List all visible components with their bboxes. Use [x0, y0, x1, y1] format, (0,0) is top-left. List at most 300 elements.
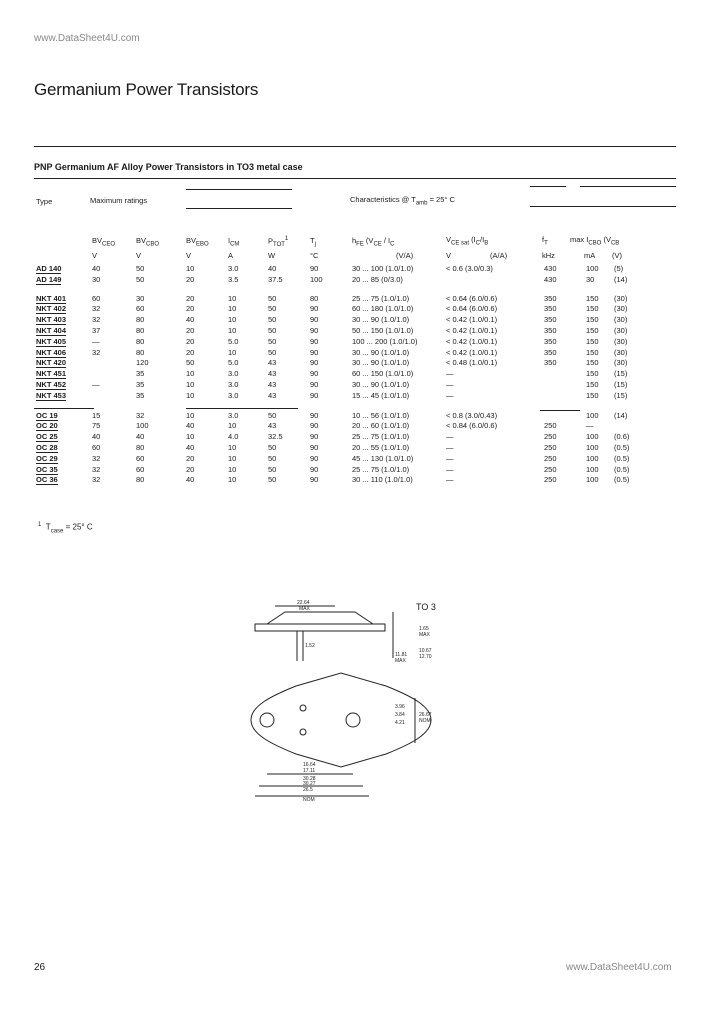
- dim-label-9: 12.70: [419, 654, 432, 660]
- cell-bvebo: 50: [186, 358, 195, 368]
- cell-vcesat: < 0.42 (1.0/0.1): [446, 347, 498, 357]
- cell-icbo-v: (5): [614, 264, 624, 273]
- cell-bvceo: 40: [92, 264, 101, 273]
- ratings-rule-bottom: [186, 208, 292, 209]
- cell-tj: 90: [310, 358, 319, 368]
- dim-label-6: 11.81: [395, 652, 408, 658]
- cell-ft: 250: [544, 453, 557, 463]
- cell-bvebo: 10: [186, 432, 195, 442]
- cell-bvceo: 60: [92, 443, 101, 452]
- cell-icbo-v: (0.5): [614, 453, 630, 463]
- unit-bvceo: V: [92, 251, 98, 260]
- ratings-rule-top: [186, 189, 292, 190]
- cell-icbo: 100: [586, 443, 599, 452]
- cell-ft: 250: [544, 443, 557, 452]
- cell-ft: 350: [544, 326, 557, 335]
- cell-ft: 350: [544, 293, 557, 303]
- cell-icbo: 100: [586, 453, 599, 463]
- cell-bvebo: 20: [186, 326, 195, 335]
- cell-ptot: 50: [268, 326, 277, 335]
- header-icbo: $\max I_{CBO}$ ($V_{CB}$: [570, 235, 620, 247]
- cell-vcesat: < 0.42 (1.0/0.1): [446, 315, 498, 325]
- cell-icm: 3.0: [228, 410, 239, 420]
- dim-label-14: NOM: [419, 718, 431, 724]
- table-row: [0, 294, 720, 305]
- cell-hfe: 30 ... 110 (1.0/1.0): [352, 475, 413, 485]
- table-row: [0, 465, 720, 476]
- cell-icm: 10: [228, 453, 237, 463]
- cell-icbo-v: (15): [614, 390, 628, 400]
- cell-type: OC 36: [36, 475, 58, 485]
- cell-bvcbo: 80: [136, 475, 145, 485]
- cell-bvceo: 32: [92, 453, 101, 463]
- cell-ft: 350: [544, 304, 557, 314]
- cell-bvebo: 20: [186, 464, 195, 474]
- cell-bvebo: 40: [186, 421, 195, 431]
- cell-bvcbo: 60: [136, 453, 145, 463]
- cell-ft: 350: [544, 358, 557, 368]
- cell-bvebo: 10: [186, 410, 195, 420]
- mount-hole-right: [346, 713, 360, 727]
- cell-icbo-v: (0.6): [614, 432, 630, 442]
- cell-tj: 90: [310, 410, 319, 420]
- to3-package-drawing: [245, 598, 445, 803]
- cell-bvcbo: 30: [136, 293, 145, 303]
- cell-hfe: 30 ... 100 (1.0/1.0): [352, 264, 414, 273]
- cell-icm: 10: [228, 421, 237, 431]
- header-tj: $T_j$: [310, 236, 316, 248]
- cell-icbo-v: (30): [614, 326, 628, 335]
- cell-icbo: 100: [586, 432, 599, 442]
- cell-icbo-v: (30): [614, 347, 628, 357]
- cell-ft: 350: [544, 315, 557, 325]
- cell-icbo: 150: [586, 315, 599, 325]
- table-row: [0, 380, 720, 391]
- cell-type: OC 28: [36, 443, 58, 452]
- cell-icbo: —: [586, 421, 594, 431]
- cell-ptot: 43: [268, 369, 277, 379]
- dim-label-20: NOM: [303, 797, 315, 803]
- pin-base: [300, 705, 306, 711]
- cell-vcesat: —: [446, 380, 454, 389]
- title-rule: [34, 146, 676, 147]
- dim-label-16: 17.11: [303, 768, 316, 774]
- cell-bvcbo: 35: [136, 369, 145, 379]
- cell-type: AD 140: [36, 264, 62, 273]
- cell-type: AD 149: [36, 274, 62, 284]
- cell-tj: 90: [310, 264, 319, 273]
- cell-bvceo: 32: [92, 347, 101, 357]
- cell-ptot: 43: [268, 421, 277, 431]
- cell-hfe: 20 ... 85 (0/3.0): [352, 274, 403, 284]
- cell-bvebo: 20: [186, 304, 195, 314]
- table-row: [0, 391, 720, 402]
- subtitle-rule: [34, 178, 676, 179]
- cell-tj: 90: [310, 315, 319, 325]
- header-icm: $I_{CM}$: [228, 236, 240, 248]
- cell-ptot: 43: [268, 358, 277, 368]
- cell-hfe: 50 ... 150 (1.0/1.0): [352, 326, 414, 335]
- cell-bvebo: 40: [186, 443, 195, 452]
- header-ptot: $P_{TOT}^1$: [268, 236, 289, 248]
- cell-bvcbo: 50: [136, 274, 145, 284]
- unit-ptot: W: [268, 251, 276, 260]
- cell-icbo-v: (0.5): [614, 464, 630, 474]
- cell-ptot: 50: [268, 347, 277, 357]
- cell-bvebo: 40: [186, 475, 195, 485]
- cell-ft: 430: [544, 274, 557, 284]
- cell-type: OC 20: [36, 421, 58, 431]
- pin-emitter: [300, 729, 306, 735]
- group-rule-2: [186, 408, 298, 409]
- cell-icbo: 100: [586, 475, 599, 485]
- cell-icm: 3.5: [228, 274, 239, 284]
- cell-icbo: 150: [586, 304, 599, 314]
- cell-vcesat: —: [446, 464, 454, 474]
- header-max-ratings: Maximum ratings: [90, 196, 148, 205]
- unit-bvcbo: V: [136, 251, 142, 260]
- cell-ptot: 50: [268, 336, 277, 346]
- cell-bvcbo: 60: [136, 464, 145, 474]
- cell-bvebo: 20: [186, 336, 195, 346]
- mount-hole-left: [260, 713, 274, 727]
- cell-bvceo: 75: [92, 421, 101, 431]
- unit-icm: A: [228, 251, 234, 260]
- cell-tj: 100: [310, 274, 323, 284]
- side-flange: [255, 624, 385, 631]
- table-row: [0, 337, 720, 348]
- table-row: [0, 432, 720, 443]
- cell-icbo-v: (14): [614, 410, 628, 420]
- unit-bvebo: V: [186, 251, 192, 260]
- cell-ft: 350: [544, 336, 557, 346]
- cell-bvcbo: 100: [136, 421, 149, 431]
- cell-tj: 90: [310, 336, 319, 346]
- cell-icm: 10: [228, 464, 237, 474]
- cell-bvcbo: 80: [136, 443, 145, 452]
- cell-icbo-v: (14): [614, 274, 628, 284]
- cell-bvcbo: 60: [136, 304, 145, 314]
- cell-tj: 90: [310, 369, 319, 379]
- dim-label-12: 4.21: [395, 720, 405, 726]
- cell-icm: 10: [228, 443, 237, 452]
- cell-bvcbo: 80: [136, 347, 145, 357]
- cell-ptot: 50: [268, 475, 277, 485]
- cell-type: OC 25: [36, 432, 58, 442]
- cell-icm: 10: [228, 293, 237, 303]
- unit-ft: kHz: [542, 251, 555, 260]
- cell-hfe: 30 ... 90 (1.0/1.0): [352, 347, 410, 357]
- cell-tj: 90: [310, 380, 319, 389]
- cell-vcesat: —: [446, 390, 454, 400]
- cell-icm: 5.0: [228, 336, 239, 346]
- cell-icm: 10: [228, 475, 237, 485]
- cell-tj: 80: [310, 293, 319, 303]
- cell-type: NKT 405: [36, 336, 67, 346]
- cell-hfe: 30 ... 90 (1.0/1.0): [352, 315, 410, 325]
- cell-tj: 90: [310, 432, 319, 442]
- cell-bvcbo: 80: [136, 315, 145, 325]
- cell-hfe: 100 ... 200 (1.0/1.0): [352, 336, 418, 346]
- cell-ptot: 50: [268, 315, 277, 325]
- cell-hfe: 60 ... 150 (1.0/1.0): [352, 369, 414, 379]
- dim-label-18: 30.27: [303, 781, 316, 787]
- cell-icbo-v: (0.5): [614, 443, 630, 452]
- dim-label-8: 10.67: [419, 648, 432, 654]
- cell-icbo-v: (15): [614, 380, 628, 389]
- cell-bvcbo: 35: [136, 380, 145, 389]
- cell-icbo: 150: [586, 336, 599, 346]
- cell-hfe: 25 ... 75 (1.0/1.0): [352, 432, 410, 442]
- cell-icm: 4.0: [228, 432, 239, 442]
- cell-type: NKT 420: [36, 358, 67, 368]
- cell-vcesat: < 0.6 (3.0/0.3): [446, 264, 493, 273]
- cell-ptot: 50: [268, 453, 277, 463]
- table-row: [0, 443, 720, 454]
- cell-hfe: 10 ... 56 (1.0/1.0): [352, 410, 410, 420]
- cell-vcesat: < 0.8 (3.0/0.43): [446, 410, 498, 420]
- cell-icbo-v: (15): [614, 369, 628, 379]
- cell-bvceo: 40: [92, 432, 101, 442]
- cell-type: NKT 401: [36, 293, 67, 303]
- cell-bvebo: 20: [186, 274, 195, 284]
- cell-bvceo: 15: [92, 410, 101, 420]
- cell-ptot: 32.5: [268, 432, 283, 442]
- cell-tj: 90: [310, 475, 319, 485]
- cell-ft: 430: [544, 264, 557, 273]
- cell-tj: 90: [310, 421, 319, 431]
- cell-icbo: 150: [586, 326, 599, 335]
- cell-vcesat: < 0.42 (1.0/0.1): [446, 336, 498, 346]
- table-subtitle: PNP Germanium AF Alloy Power Transistors in TO3 metal case: [34, 162, 303, 172]
- cell-type: NKT 406: [36, 347, 67, 357]
- table-row: [0, 275, 720, 286]
- cell-icbo-v: (30): [614, 358, 628, 368]
- dim-label-2: MAX: [299, 606, 310, 612]
- dim-label-19: 26.5: [303, 787, 313, 793]
- cell-bvcbo: 80: [136, 336, 145, 346]
- table-row: [0, 475, 720, 486]
- unit-vcesat-cond: (A/A): [490, 251, 508, 260]
- cell-type: OC 35: [36, 464, 58, 474]
- cell-icbo: 150: [586, 390, 599, 400]
- cell-icbo: 30: [586, 274, 595, 284]
- table-row: [0, 369, 720, 380]
- cell-bvcbo: 80: [136, 326, 145, 335]
- cell-icbo: 100: [586, 410, 599, 420]
- dim-label-1: 22.64: [297, 600, 310, 606]
- header-ft: $f_T$: [542, 235, 548, 247]
- cell-type: NKT 402: [36, 304, 67, 314]
- cell-tj: 90: [310, 453, 319, 463]
- cell-ft: 250: [544, 464, 557, 474]
- header-bvcbo: $BV_{CBO}$: [136, 236, 160, 248]
- unit-vcesat: V: [446, 251, 452, 260]
- cell-vcesat: —: [446, 369, 454, 379]
- cell-ft: 250: [544, 432, 557, 442]
- dim-label-15: 16.64: [303, 762, 316, 768]
- group-rule-3: [540, 410, 580, 411]
- cell-bvebo: 10: [186, 369, 195, 379]
- table-row: [0, 264, 720, 275]
- cell-hfe: 30 ... 90 (1.0/1.0): [352, 358, 410, 368]
- cell-bvebo: 10: [186, 264, 195, 273]
- watermark-bottom: www.DataSheet4U.com: [566, 962, 672, 973]
- cell-icbo: 100: [586, 264, 599, 273]
- cell-ptot: 50: [268, 293, 277, 303]
- table-row: [0, 421, 720, 432]
- cell-icm: 3.0: [228, 369, 239, 379]
- cell-ft: 250: [544, 421, 557, 431]
- cell-bvcbo: 32: [136, 410, 145, 420]
- cell-ft: 350: [544, 347, 557, 357]
- cell-vcesat: < 0.84 (6.0/0.6): [446, 421, 498, 431]
- cell-icm: 5.0: [228, 358, 239, 368]
- cell-icbo-v: (30): [614, 304, 628, 314]
- cell-type: NKT 404: [36, 326, 67, 335]
- table-row: [0, 411, 720, 422]
- cell-hfe: 25 ... 75 (1.0/1.0): [352, 293, 410, 303]
- cell-ptot: 50: [268, 304, 277, 314]
- ft-rule-top: [530, 186, 566, 187]
- page-number: 26: [34, 962, 46, 973]
- cell-vcesat: —: [446, 432, 454, 442]
- cell-ptot: 50: [268, 464, 277, 474]
- cell-tj: 90: [310, 390, 319, 400]
- watermark-top: www.DataSheet4U.com: [34, 33, 140, 44]
- unit-icbo-cond: (V): [612, 251, 622, 260]
- cell-icbo-v: (30): [614, 336, 628, 346]
- header-hfe: $h_{FE}$ ($V_{CE} / I_C$: [352, 236, 395, 248]
- cell-ptot: 43: [268, 380, 277, 389]
- cell-ft: 250: [544, 475, 557, 485]
- cell-bvceo: 32: [92, 315, 101, 325]
- cell-bvebo: 10: [186, 380, 195, 389]
- cell-vcesat: < 0.64 (6.0/0.6): [446, 293, 498, 303]
- cell-bvebo: 20: [186, 453, 195, 463]
- table-row: [0, 454, 720, 465]
- cell-bvebo: 20: [186, 347, 195, 357]
- cell-type: OC 29: [36, 453, 58, 463]
- unit-icbo: mA: [584, 251, 596, 260]
- cell-vcesat: —: [446, 475, 454, 485]
- dim-label-11: 3.84: [395, 712, 405, 718]
- cell-ptot: 50: [268, 443, 277, 452]
- side-can: [267, 612, 373, 624]
- package-label: TO 3: [416, 602, 436, 612]
- cell-icbo: 150: [586, 380, 599, 389]
- cell-hfe: 45 ... 130 (1.0/1.0): [352, 453, 414, 463]
- cell-icbo: 100: [586, 464, 599, 474]
- cell-icm: 3.0: [228, 264, 239, 273]
- cell-icm: 10: [228, 347, 237, 357]
- cell-type: NKT 403: [36, 315, 67, 325]
- cell-icbo: 150: [586, 369, 599, 379]
- cell-ptot: 43: [268, 390, 277, 400]
- cell-bvcbo: 120: [136, 358, 149, 368]
- cell-icbo: 150: [586, 358, 599, 368]
- cell-vcesat: < 0.42 (1.0/0.1): [446, 326, 498, 335]
- table-row: [0, 358, 720, 369]
- icbo-rule-top: [580, 186, 676, 187]
- footnote: $^1$ $T_{case} = 25^\circ$ C: [38, 522, 93, 535]
- cell-vcesat: < 0.64 (6.0/0.6): [446, 304, 498, 314]
- cell-icm: 3.0: [228, 380, 239, 389]
- unit-hfe: (V/A): [396, 251, 414, 260]
- cell-type: OC 19: [36, 410, 58, 420]
- cell-bvceo: 30: [92, 274, 101, 284]
- cell-ptot: 40: [268, 264, 277, 273]
- cell-bvebo: 40: [186, 315, 195, 325]
- header-characteristics: Characteristics @ $T_{amb} = 25^\circ$ C: [350, 195, 455, 207]
- cell-bvceo: 32: [92, 464, 101, 474]
- cell-bvceo: 60: [92, 293, 101, 303]
- cell-icbo-v: (30): [614, 293, 628, 303]
- dim-label-7: MAX: [395, 658, 406, 664]
- cell-icm: 10: [228, 315, 237, 325]
- dim-label-13: 26.67: [419, 712, 432, 718]
- cell-vcesat: —: [446, 453, 454, 463]
- cell-icm: 10: [228, 326, 237, 335]
- table-row: [0, 326, 720, 337]
- header-type: Type: [36, 197, 53, 206]
- char-rule-bottom: [530, 206, 676, 207]
- dim-label-17: 30.28: [303, 776, 316, 782]
- cell-bvceo: 37: [92, 326, 101, 335]
- dim-label-10: 3.96: [395, 704, 405, 710]
- table-row: [0, 304, 720, 315]
- header-bvebo: $BV_{EBO}$: [186, 236, 209, 248]
- cell-icm: 10: [228, 304, 237, 314]
- cell-type: NKT 451: [36, 369, 67, 379]
- cell-ptot: 50: [268, 410, 277, 420]
- unit-tj: °C: [310, 251, 319, 260]
- table-row: [0, 348, 720, 359]
- dim-label-4: MAX: [419, 632, 430, 638]
- dim-label-3: 1.65: [419, 626, 429, 632]
- cell-vcesat: —: [446, 443, 454, 452]
- page-title: Germanium Power Transistors: [34, 80, 259, 99]
- cell-hfe: 60 ... 180 (1.0/1.0): [352, 304, 414, 314]
- cell-type: NKT 452: [36, 380, 67, 389]
- dim-label-5: 1.52: [305, 643, 315, 649]
- table-row: [0, 315, 720, 326]
- cell-tj: 90: [310, 464, 319, 474]
- cell-bvebo: 20: [186, 293, 195, 303]
- cell-icbo: 150: [586, 293, 599, 303]
- cell-ptot: 37.5: [268, 274, 283, 284]
- cell-icbo-v: (0.5): [614, 475, 630, 485]
- cell-icbo: 150: [586, 347, 599, 357]
- cell-bvceo: —: [92, 336, 100, 346]
- cell-vcesat: < 0.48 (1.0/0.1): [446, 358, 498, 368]
- cell-hfe: 15 ... 45 (1.0/1.0): [352, 390, 410, 400]
- cell-tj: 90: [310, 304, 319, 314]
- cell-bvceo: 32: [92, 304, 101, 314]
- cell-bvcbo: 50: [136, 264, 145, 273]
- cell-bvceo: 32: [92, 475, 101, 485]
- cell-type: NKT 453: [36, 390, 67, 400]
- cell-bvebo: 10: [186, 390, 195, 400]
- cell-hfe: 20 ... 60 (1.0/1.0): [352, 421, 410, 431]
- header-vcesat: $V_{CE sat}$ ($I_C/I_B$: [446, 235, 489, 247]
- cell-bvcbo: 40: [136, 432, 145, 442]
- cell-icm: 3.0: [228, 390, 239, 400]
- cell-hfe: 25 ... 75 (1.0/1.0): [352, 464, 410, 474]
- cell-bvceo: —: [92, 380, 100, 389]
- header-bvceo: $BV_{CEO}$: [92, 236, 116, 248]
- cell-tj: 90: [310, 443, 319, 452]
